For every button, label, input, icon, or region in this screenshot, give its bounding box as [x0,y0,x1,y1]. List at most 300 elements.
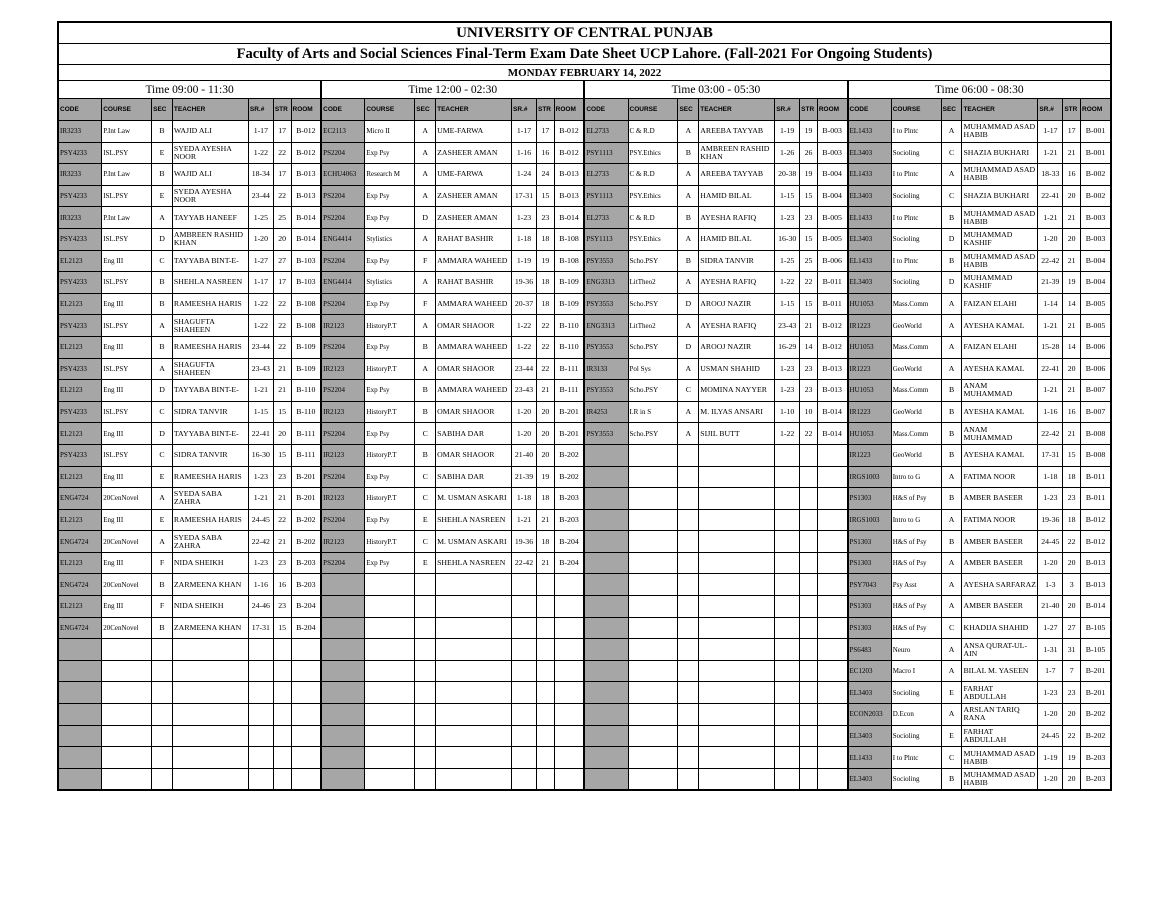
cell-teacher: AYESHA KAMAL [962,358,1038,380]
cell-sr: 1-25 [248,207,273,229]
cell-teacher: MOMINA NAYYER [699,380,775,402]
cell-teacher: UME-FARWA [436,121,512,143]
cell-room: B-014 [817,401,847,423]
cell-course: 20CenNovel [102,574,152,596]
cell-str [800,488,818,510]
cell-sec: A [941,466,962,488]
cell-teacher: SHAGUFTA SHAHEEN [172,315,248,337]
cell-sec: B [152,336,173,358]
cell-teacher: UME-FARWA [436,164,512,186]
cell-room: B-001 [1081,142,1111,164]
cell-code [321,747,365,769]
cell-sr [775,639,800,661]
cell-room [554,596,584,618]
cell-str: 22 [1063,725,1081,747]
cell-sr: 1-17 [248,121,273,143]
cell-code: PSY1113 [584,185,628,207]
column-header-sec: SEC [415,99,436,121]
cell-sr: 1-21 [248,488,273,510]
cell-course: Socioling [891,768,941,790]
cell-course: GeoWorld [891,444,941,466]
cell-code: PSY4233 [58,358,102,380]
cell-str: 16 [1063,164,1081,186]
cell-str: 21 [800,315,818,337]
cell-room: B-204 [554,552,584,574]
cell-teacher: ZARMEENA KHAN [172,617,248,639]
cell-sec: D [678,293,699,315]
cell-sec: A [678,164,699,186]
cell-sr: 1-15 [775,293,800,315]
cell-code: IR1223 [848,358,892,380]
cell-sr [248,768,273,790]
cell-course: PSY.Ethics [628,228,678,250]
column-header-teacher: TEACHER [436,99,512,121]
cell-room: B-011 [1081,466,1111,488]
cell-str: 21 [1063,250,1081,272]
cell-course [102,682,152,704]
cell-room [817,704,847,726]
cell-teacher: AYESHA KAMAL [962,444,1038,466]
cell-room: B-005 [1081,293,1111,315]
cell-sr: 24-45 [1038,531,1063,553]
cell-sr: 23-43 [248,358,273,380]
cell-code: ECHU4063 [321,164,365,186]
cell-course [628,488,678,510]
cell-room: B-006 [1081,336,1111,358]
cell-room [291,725,321,747]
cell-course [628,682,678,704]
cell-sec: D [152,228,173,250]
cell-sr [512,596,537,618]
cell-sr: 17-31 [248,617,273,639]
cell-str: 21 [273,488,291,510]
cell-code: EL2123 [58,596,102,618]
cell-code [584,725,628,747]
cell-teacher: SIDRA TANVIR [699,250,775,272]
cell-str [800,617,818,639]
cell-sec: F [152,552,173,574]
cell-teacher [172,768,248,790]
cell-sr [248,639,273,661]
cell-str: 22 [800,272,818,294]
cell-room [817,488,847,510]
cell-room [817,531,847,553]
table-row [58,401,1111,423]
cell-course: P.Int Law [102,164,152,186]
cell-code: PS2204 [321,466,365,488]
cell-course: H&S of Psy [891,531,941,553]
column-header-course: COURSE [891,99,941,121]
cell-room: B-111 [291,423,321,445]
cell-sr: 1-22 [512,315,537,337]
cell-course: Exp Psy [365,336,415,358]
cell-course: Socioling [891,725,941,747]
cell-course: Exp Psy [365,466,415,488]
cell-str: 19 [1063,747,1081,769]
cell-str: 15 [273,401,291,423]
cell-course: HistoryP.T [365,488,415,510]
cell-str: 15 [1063,444,1081,466]
column-header-code: CODE [584,99,628,121]
cell-str: 22 [273,509,291,531]
cell-sr [775,509,800,531]
cell-str: 23 [800,358,818,380]
cell-room: B-110 [291,380,321,402]
cell-code [58,725,102,747]
cell-str: 15 [537,185,555,207]
cell-sr: 20-38 [775,164,800,186]
cell-sec [415,617,436,639]
cell-room: B-202 [554,466,584,488]
table-row [58,207,1111,229]
cell-sr: 16-30 [775,228,800,250]
cell-course [628,574,678,596]
cell-code: PSY7043 [848,574,892,596]
cell-course: Eng III [102,466,152,488]
cell-sec: A [678,423,699,445]
cell-code: HU1053 [848,423,892,445]
cell-code: EL2733 [584,121,628,143]
cell-course: I to Plntc [891,250,941,272]
cell-teacher [172,660,248,682]
date-sheet-table [57,21,1112,791]
time-slot-4: Time 06:00 - 08:30 [848,81,1111,99]
cell-teacher: M. USMAN ASKARI [436,488,512,510]
university-title: UNIVERSITY OF CENTRAL PUNJAB [58,22,1111,44]
cell-str: 17 [273,121,291,143]
cell-str: 21 [273,531,291,553]
cell-sec: B [152,617,173,639]
cell-teacher: AYESHA RAFIQ [699,315,775,337]
cell-teacher: OMAR SHAOOR [436,444,512,466]
cell-room: B-201 [291,466,321,488]
cell-sr: 22-41 [248,423,273,445]
exam-date: MONDAY FEBRUARY 14, 2022 [58,65,1111,81]
cell-room: B-109 [291,358,321,380]
cell-code: IRGS1003 [848,509,892,531]
cell-str: 23 [800,207,818,229]
cell-room [291,704,321,726]
cell-str: 20 [1063,768,1081,790]
cell-course: Scho.PSY [628,250,678,272]
cell-teacher: SHAZIA BUKHARI [962,185,1038,207]
cell-code: IR1223 [848,444,892,466]
cell-sec: A [415,121,436,143]
cell-str: 18 [537,272,555,294]
cell-course: Eng III [102,293,152,315]
column-header-str: STR [800,99,818,121]
cell-room: B-004 [1081,250,1111,272]
cell-sec: A [152,531,173,553]
cell-str: 25 [800,250,818,272]
cell-sec: A [415,142,436,164]
cell-room: B-105 [1081,617,1111,639]
column-header-sec: SEC [678,99,699,121]
cell-sr: 1-22 [775,423,800,445]
cell-room: B-013 [554,185,584,207]
cell-teacher: AROOJ NAZIR [699,336,775,358]
cell-code: PSY1113 [584,228,628,250]
cell-teacher: TAYYABA BINT-E- [172,250,248,272]
cell-code: IR3233 [58,164,102,186]
cell-course: Mass.Comm [891,380,941,402]
cell-sr [775,574,800,596]
cell-room: B-012 [554,142,584,164]
cell-code: ENG4414 [321,228,365,250]
cell-course [628,531,678,553]
cell-str [273,682,291,704]
cell-sec: C [415,531,436,553]
cell-course [365,725,415,747]
sheet-subtitle: Faculty of Arts and Social Sciences Final-Term Exam Date Sheet UCP Lahore. (Fall-2021 For Ongoing Students) [58,44,1111,65]
cell-sec [678,488,699,510]
cell-sr [512,704,537,726]
cell-code: PSY4233 [58,401,102,423]
cell-code: EL2733 [584,207,628,229]
table-row [58,574,1111,596]
cell-str [537,747,555,769]
cell-sr: 1-20 [512,401,537,423]
cell-str [800,574,818,596]
cell-sec [415,704,436,726]
cell-course [365,747,415,769]
cell-sec: A [941,704,962,726]
cell-code: PSY4233 [58,272,102,294]
cell-sr: 1-21 [512,509,537,531]
cell-str: 26 [800,142,818,164]
cell-code: PSY3553 [584,293,628,315]
cell-str: 27 [1063,617,1081,639]
cell-teacher: AMBREEN RASHID KHAN [172,228,248,250]
cell-str: 23 [273,596,291,618]
cell-str: 15 [273,444,291,466]
cell-course: P.Int Law [102,207,152,229]
cell-str: 17 [273,272,291,294]
cell-course [628,596,678,618]
cell-teacher: ANSA QURAT-UL-AIN [962,639,1038,661]
cell-course: I to Plntc [891,121,941,143]
cell-sec [415,682,436,704]
cell-str: 20 [1063,358,1081,380]
cell-teacher: AMBER BASEER [962,488,1038,510]
cell-code: HU1053 [848,380,892,402]
cell-course: Scho.PSY [628,293,678,315]
cell-sr: 1-20 [1038,768,1063,790]
cell-room: B-202 [291,531,321,553]
cell-str: 23 [800,380,818,402]
cell-str [800,682,818,704]
cell-course: Eng III [102,509,152,531]
cell-sr: 21-40 [512,444,537,466]
cell-code: PS2204 [321,185,365,207]
cell-sr [512,574,537,596]
cell-room: B-013 [291,164,321,186]
cell-teacher: KHADIJA SHAHID [962,617,1038,639]
cell-str [273,725,291,747]
cell-course [628,444,678,466]
cell-code: PS2204 [321,380,365,402]
cell-str: 22 [273,185,291,207]
cell-sr [248,725,273,747]
cell-code: EC1203 [848,660,892,682]
cell-sec: E [152,142,173,164]
cell-sec: C [152,250,173,272]
cell-room [554,725,584,747]
table-row [58,552,1111,574]
cell-teacher [699,747,775,769]
cell-sec: B [941,531,962,553]
cell-teacher: AMBER BASEER [962,531,1038,553]
cell-str: 22 [537,336,555,358]
table-row [58,336,1111,358]
cell-code [321,768,365,790]
cell-teacher: FATIMA NOOR [962,466,1038,488]
cell-str [800,704,818,726]
cell-room: B-110 [554,336,584,358]
cell-code: EL2123 [58,552,102,574]
cell-sec [678,617,699,639]
cell-course [628,768,678,790]
cell-sec: A [941,596,962,618]
cell-str [800,466,818,488]
cell-code: ENG4724 [58,488,102,510]
cell-course [365,574,415,596]
cell-str: 20 [1063,552,1081,574]
cell-teacher: MUHAMMAD KASHIF [962,272,1038,294]
cell-course: Exp Psy [365,185,415,207]
column-header-teacher: TEACHER [962,99,1038,121]
cell-teacher: WAJID ALI [172,164,248,186]
cell-teacher: SIDRA TANVIR [172,401,248,423]
cell-sr [775,552,800,574]
cell-room: B-202 [291,509,321,531]
cell-sec [678,639,699,661]
cell-sr: 1-23 [512,207,537,229]
table-row [58,682,1111,704]
cell-str: 21 [1063,423,1081,445]
cell-teacher [172,747,248,769]
cell-code: ENG4724 [58,531,102,553]
cell-teacher: AYESHA SARFARAZ [962,574,1038,596]
cell-sec: A [415,228,436,250]
cell-code: PS6483 [848,639,892,661]
cell-course [365,704,415,726]
cell-sec [678,444,699,466]
cell-sec: B [415,336,436,358]
cell-code: EL3403 [848,272,892,294]
cell-room: B-105 [1081,639,1111,661]
cell-sr: 1-22 [512,336,537,358]
cell-room: B-109 [554,272,584,294]
cell-teacher: SHEHLA NASREEN [436,552,512,574]
cell-str: 10 [800,401,818,423]
cell-sr: 21-39 [512,466,537,488]
cell-room: B-109 [291,336,321,358]
cell-sr: 1-27 [248,250,273,272]
cell-str: 24 [537,164,555,186]
cell-sr: 22-42 [248,531,273,553]
cell-course [365,617,415,639]
cell-sr: 1-22 [248,293,273,315]
cell-teacher: AYESHA RAFIQ [699,207,775,229]
cell-sec: B [152,574,173,596]
cell-sec [678,466,699,488]
cell-str: 18 [1063,509,1081,531]
cell-course [365,682,415,704]
cell-sec [678,725,699,747]
cell-room: B-003 [1081,228,1111,250]
column-header-code: CODE [58,99,102,121]
cell-sec: B [415,444,436,466]
cell-str: 7 [1063,660,1081,682]
cell-room: B-011 [1081,488,1111,510]
cell-teacher: USMAN SHAHID [699,358,775,380]
cell-course: Macro I [891,660,941,682]
cell-code [584,747,628,769]
cell-sr [512,639,537,661]
cell-sec: B [415,380,436,402]
cell-course [628,466,678,488]
cell-code: EL1433 [848,121,892,143]
cell-room: B-111 [291,444,321,466]
cell-code: ENG4724 [58,574,102,596]
cell-code: EL1433 [848,747,892,769]
cell-code: ECON2033 [848,704,892,726]
table-row [58,185,1111,207]
cell-room: B-012 [817,336,847,358]
cell-teacher: ZARMEENA KHAN [172,574,248,596]
cell-course: I to Plntc [891,207,941,229]
cell-teacher [172,682,248,704]
cell-room: B-013 [554,164,584,186]
cell-str [800,552,818,574]
cell-sec: B [941,444,962,466]
cell-sr: 22-42 [1038,423,1063,445]
cell-course: Socioling [891,142,941,164]
cell-room: B-006 [817,250,847,272]
cell-room: B-203 [1081,747,1111,769]
cell-code: PS1303 [848,488,892,510]
cell-str [537,660,555,682]
cell-sr: 1-23 [248,466,273,488]
cell-room [554,660,584,682]
cell-sr [248,747,273,769]
cell-sr: 23-44 [248,336,273,358]
cell-teacher: RAMEESHA HARIS [172,509,248,531]
cell-course: GeoWorld [891,358,941,380]
cell-sec: D [678,336,699,358]
cell-code: ENG4414 [321,272,365,294]
cell-room: B-006 [1081,358,1111,380]
cell-sec [678,574,699,596]
cell-teacher: AYESHA RAFIQ [699,272,775,294]
cell-code: EL2123 [58,466,102,488]
cell-room [817,660,847,682]
cell-sec: A [152,488,173,510]
cell-sr [775,531,800,553]
cell-room: B-012 [554,121,584,143]
cell-sr: 24-46 [248,596,273,618]
cell-room: B-013 [1081,552,1111,574]
table-row [58,639,1111,661]
cell-sr [512,725,537,747]
cell-code: IR4253 [584,401,628,423]
cell-code: PS2204 [321,207,365,229]
cell-course [365,639,415,661]
cell-sec: F [415,250,436,272]
cell-teacher [699,531,775,553]
cell-room: B-103 [291,250,321,272]
